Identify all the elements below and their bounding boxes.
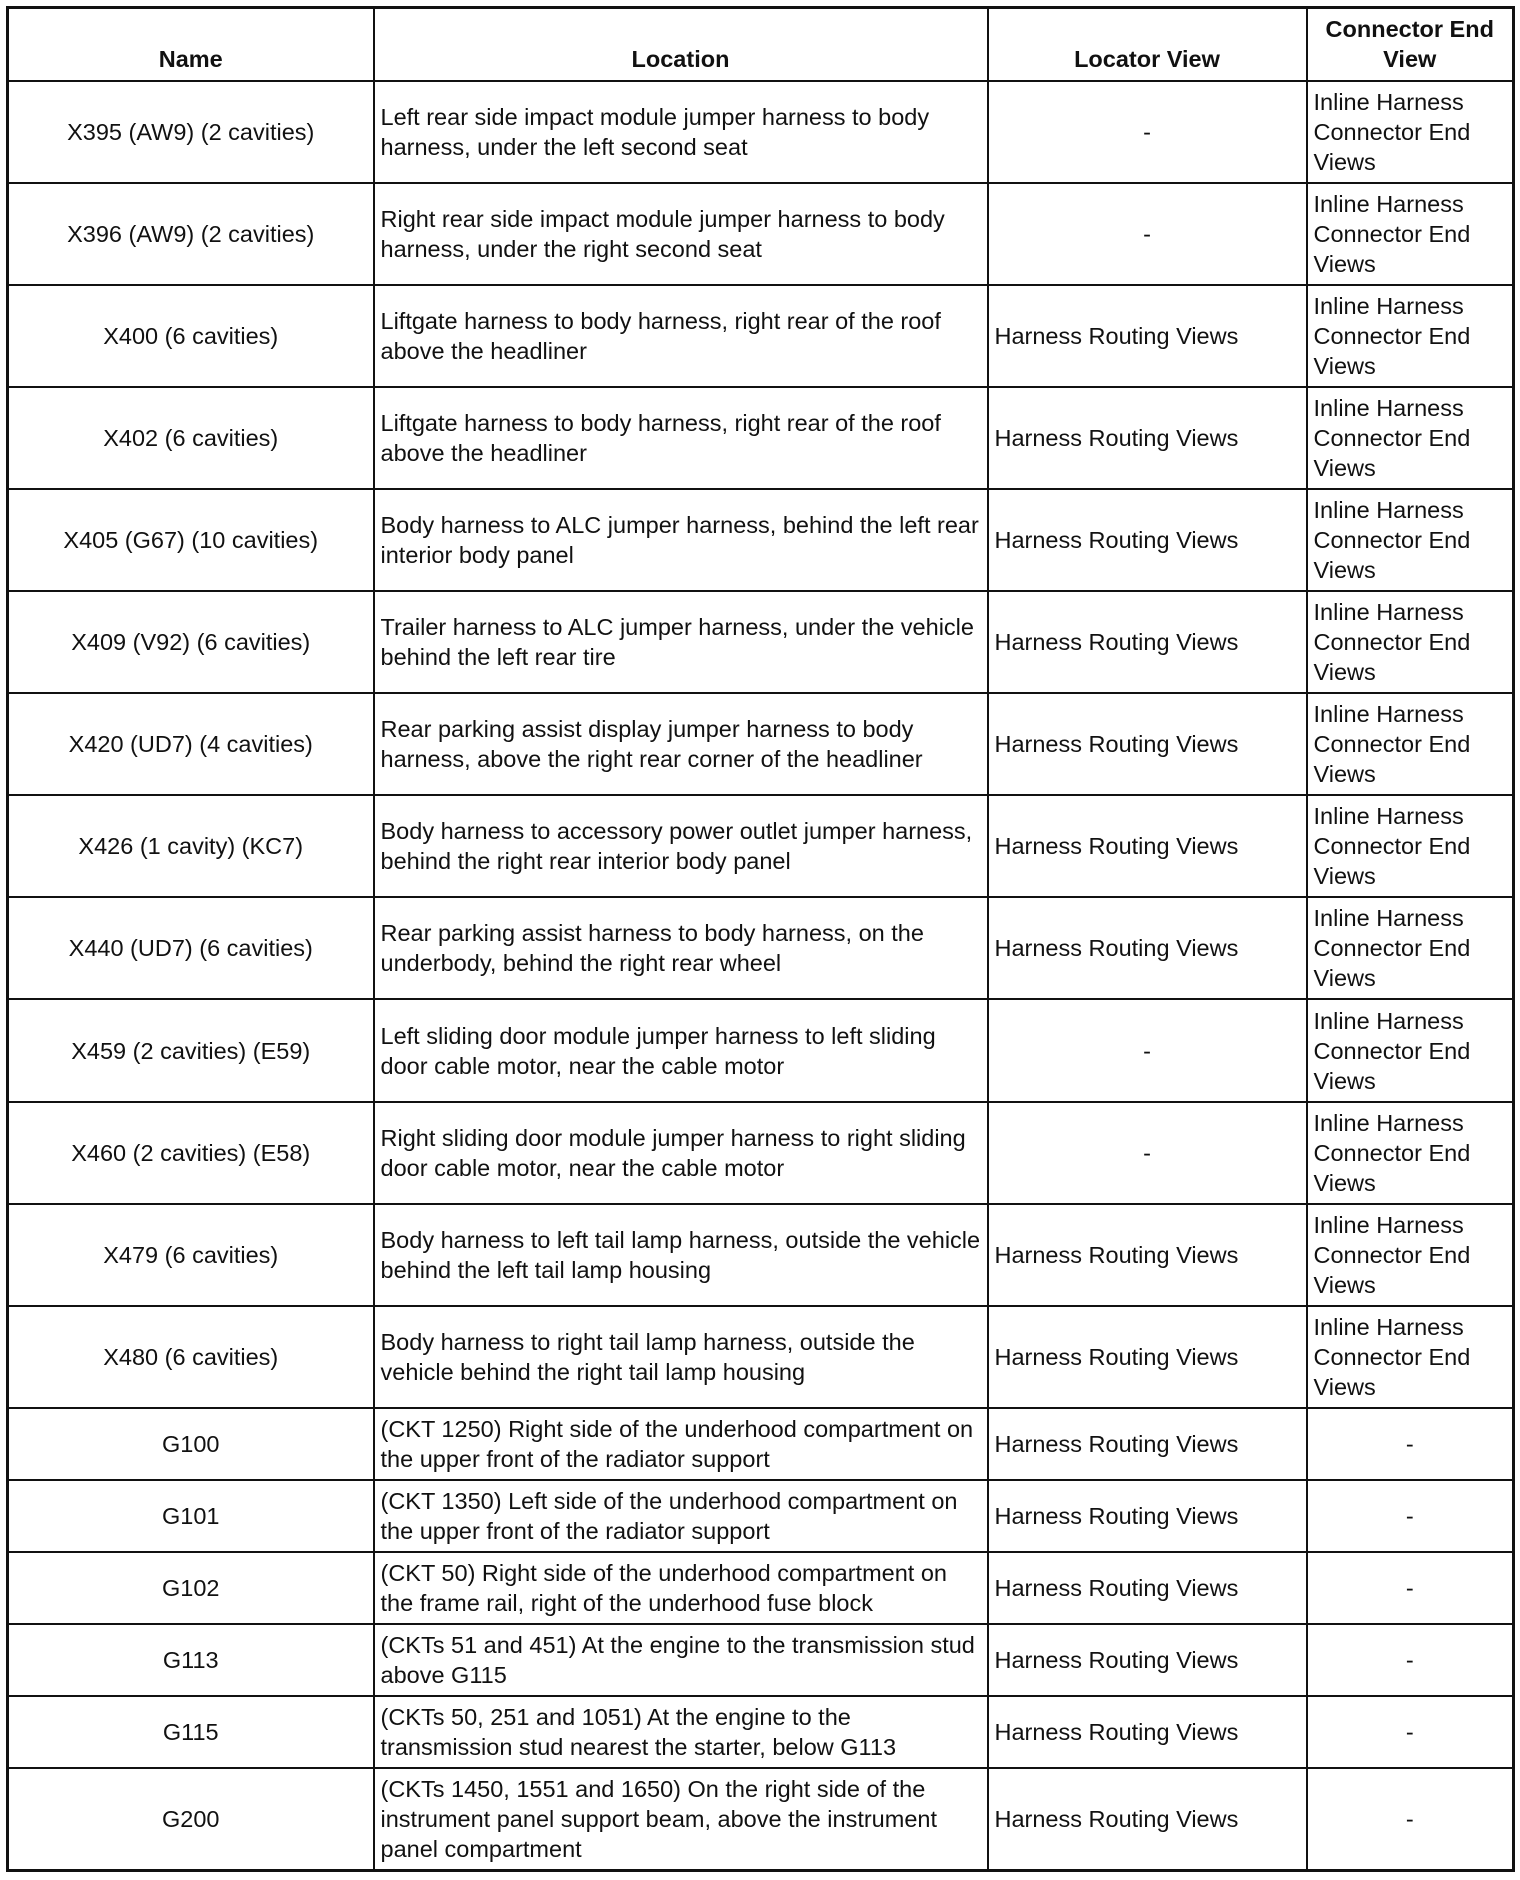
cell-connector-end-view: Inline Harness Connector End Views xyxy=(1307,285,1514,387)
cell-locator-view: Harness Routing Views xyxy=(988,591,1307,693)
table-row xyxy=(8,999,1514,1101)
cell-locator-view: Harness Routing Views xyxy=(988,795,1307,897)
cell-locator-view: Harness Routing Views xyxy=(988,1408,1307,1480)
cell-locator-view: Harness Routing Views xyxy=(988,387,1307,489)
cell-connector-end-view: Inline Harness Connector End Views xyxy=(1307,81,1514,183)
table-row xyxy=(8,183,1514,285)
cell-location: Right sliding door module jumper harness to right sliding door cable motor, near the cable motor xyxy=(374,1102,988,1204)
cell-name: G113 xyxy=(8,1624,374,1696)
cell-connector-end-view: - xyxy=(1307,1696,1514,1768)
header-locator-view: Locator View xyxy=(988,8,1307,81)
cell-locator-view: Harness Routing Views xyxy=(988,1624,1307,1696)
cell-locator-view: - xyxy=(988,183,1307,285)
table-row xyxy=(8,1696,1514,1768)
cell-connector-end-view: Inline Harness Connector End Views xyxy=(1307,387,1514,489)
cell-connector-end-view: Inline Harness Connector End Views xyxy=(1307,591,1514,693)
cell-location: (CKTs 50, 251 and 1051) At the engine to the transmission stud nearest the starter, below G113 xyxy=(374,1696,988,1768)
cell-location: (CKTs 1450, 1551 and 1650) On the right side of the instrument panel support beam, above the instrument panel compartment xyxy=(374,1768,988,1870)
cell-locator-view: Harness Routing Views xyxy=(988,1696,1307,1768)
table-row xyxy=(8,1624,1514,1696)
cell-location: Trailer harness to ALC jumper harness, under the vehicle behind the left rear tire xyxy=(374,591,988,693)
header-connector-end-view: Connector End View xyxy=(1307,8,1514,81)
cell-connector-end-view: Inline Harness Connector End Views xyxy=(1307,489,1514,591)
cell-name: G101 xyxy=(8,1480,374,1552)
cell-name: G100 xyxy=(8,1408,374,1480)
cell-name: X459 (2 cavities) (E59) xyxy=(8,999,374,1101)
header-name: Name xyxy=(8,8,374,81)
cell-name: X409 (V92) (6 cavities) xyxy=(8,591,374,693)
cell-location: Left rear side impact module jumper harness to body harness, under the left second seat xyxy=(374,81,988,183)
cell-location: Body harness to right tail lamp harness, outside the vehicle behind the right tail lamp housing xyxy=(374,1306,988,1408)
cell-connector-end-view: - xyxy=(1307,1408,1514,1480)
cell-location: (CKTs 51 and 451) At the engine to the transmission stud above G115 xyxy=(374,1624,988,1696)
table-body xyxy=(8,81,1514,1871)
table-row xyxy=(8,1408,1514,1480)
cell-name: G102 xyxy=(8,1552,374,1624)
cell-location: Rear parking assist harness to body harness, on the underbody, behind the right rear wheel xyxy=(374,897,988,999)
cell-name: G115 xyxy=(8,1696,374,1768)
cell-name: X396 (AW9) (2 cavities) xyxy=(8,183,374,285)
cell-name: X426 (1 cavity) (KC7) xyxy=(8,795,374,897)
cell-connector-end-view: Inline Harness Connector End Views xyxy=(1307,1102,1514,1204)
cell-name: X440 (UD7) (6 cavities) xyxy=(8,897,374,999)
cell-name: X420 (UD7) (4 cavities) xyxy=(8,693,374,795)
cell-locator-view: Harness Routing Views xyxy=(988,1768,1307,1870)
cell-name: X402 (6 cavities) xyxy=(8,387,374,489)
cell-locator-view: Harness Routing Views xyxy=(988,1480,1307,1552)
table-row xyxy=(8,591,1514,693)
cell-location: (CKT 1250) Right side of the underhood compartment on the upper front of the radiator support xyxy=(374,1408,988,1480)
table-row xyxy=(8,1102,1514,1204)
cell-name: G200 xyxy=(8,1768,374,1870)
table-row xyxy=(8,1204,1514,1306)
cell-connector-end-view: Inline Harness Connector End Views xyxy=(1307,183,1514,285)
table-row xyxy=(8,489,1514,591)
cell-location: Left sliding door module jumper harness to left sliding door cable motor, near the cable motor xyxy=(374,999,988,1101)
cell-location: Liftgate harness to body harness, right rear of the roof above the headliner xyxy=(374,387,988,489)
cell-location: Body harness to accessory power outlet jumper harness, behind the right rear interior body panel xyxy=(374,795,988,897)
cell-locator-view: Harness Routing Views xyxy=(988,285,1307,387)
cell-connector-end-view: - xyxy=(1307,1552,1514,1624)
cell-locator-view: Harness Routing Views xyxy=(988,1306,1307,1408)
cell-locator-view: - xyxy=(988,81,1307,183)
cell-name: X479 (6 cavities) xyxy=(8,1204,374,1306)
cell-name: X400 (6 cavities) xyxy=(8,285,374,387)
table-row xyxy=(8,285,1514,387)
cell-locator-view: Harness Routing Views xyxy=(988,693,1307,795)
table-row xyxy=(8,897,1514,999)
cell-location: (CKT 50) Right side of the underhood compartment on the frame rail, right of the underhood fuse block xyxy=(374,1552,988,1624)
cell-name: X460 (2 cavities) (E58) xyxy=(8,1102,374,1204)
table-row xyxy=(8,1768,1514,1870)
cell-location: Body harness to left tail lamp harness, outside the vehicle behind the left tail lamp housing xyxy=(374,1204,988,1306)
cell-name: X395 (AW9) (2 cavities) xyxy=(8,81,374,183)
cell-connector-end-view: Inline Harness Connector End Views xyxy=(1307,897,1514,999)
cell-locator-view: Harness Routing Views xyxy=(988,1204,1307,1306)
table-row xyxy=(8,387,1514,489)
header-location: Location xyxy=(374,8,988,81)
cell-location: Body harness to ALC jumper harness, behind the left rear interior body panel xyxy=(374,489,988,591)
cell-connector-end-view: - xyxy=(1307,1768,1514,1870)
cell-locator-view: Harness Routing Views xyxy=(988,1552,1307,1624)
table-row xyxy=(8,1306,1514,1408)
cell-name: X405 (G67) (10 cavities) xyxy=(8,489,374,591)
cell-location: Rear parking assist display jumper harness to body harness, above the right rear corner of the headliner xyxy=(374,693,988,795)
table-row xyxy=(8,795,1514,897)
connector-list-table xyxy=(6,6,1515,1872)
table-row xyxy=(8,81,1514,183)
cell-locator-view: Harness Routing Views xyxy=(988,489,1307,591)
table-header-row xyxy=(8,8,1514,81)
table-row xyxy=(8,1480,1514,1552)
cell-connector-end-view: - xyxy=(1307,1624,1514,1696)
cell-location: Right rear side impact module jumper harness to body harness, under the right second seat xyxy=(374,183,988,285)
cell-connector-end-view: Inline Harness Connector End Views xyxy=(1307,999,1514,1101)
cell-location: (CKT 1350) Left side of the underhood compartment on the upper front of the radiator support xyxy=(374,1480,988,1552)
cell-connector-end-view: Inline Harness Connector End Views xyxy=(1307,1306,1514,1408)
cell-locator-view: Harness Routing Views xyxy=(988,897,1307,999)
table-row xyxy=(8,693,1514,795)
cell-locator-view: - xyxy=(988,999,1307,1101)
cell-name: X480 (6 cavities) xyxy=(8,1306,374,1408)
cell-connector-end-view: Inline Harness Connector End Views xyxy=(1307,795,1514,897)
cell-connector-end-view: Inline Harness Connector End Views xyxy=(1307,693,1514,795)
table-row xyxy=(8,1552,1514,1624)
cell-connector-end-view: - xyxy=(1307,1480,1514,1552)
cell-connector-end-view: Inline Harness Connector End Views xyxy=(1307,1204,1514,1306)
cell-locator-view: - xyxy=(988,1102,1307,1204)
cell-location: Liftgate harness to body harness, right rear of the roof above the headliner xyxy=(374,285,988,387)
